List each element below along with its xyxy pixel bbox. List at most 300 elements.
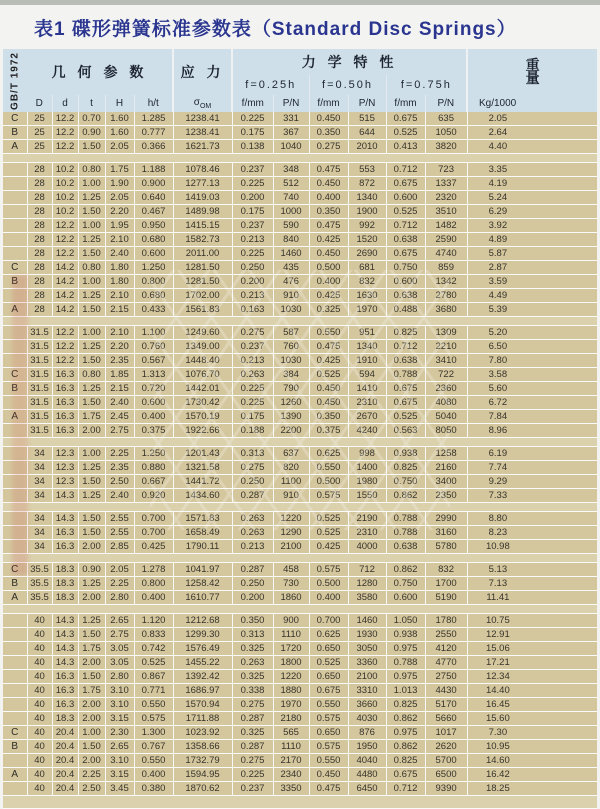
cell-P-075h: 3820 [425, 140, 467, 154]
cell-f-075h: 0.938 [386, 447, 425, 461]
col-P-050h: P/N [348, 95, 386, 112]
cell-f-025h: 0.275 [232, 461, 273, 475]
cell-sigma: 1730.42 [173, 396, 232, 410]
table-row [3, 382, 597, 396]
cell-P-025h: 512 [273, 177, 309, 191]
cell-P-050h: 4480 [348, 768, 386, 782]
cell-sigma: 1658.49 [173, 526, 232, 540]
row-series-label [3, 424, 27, 438]
cell-P-025h: 1800 [273, 656, 309, 670]
row-series-label: B [3, 740, 27, 754]
header-weight-line1: 重 [525, 57, 540, 73]
cell-kg-1000: 3.35 [467, 163, 597, 177]
row-series-label [3, 247, 27, 261]
cell-f-050h: 0.375 [309, 424, 348, 438]
cell-f-075h: 0.712 [386, 782, 425, 796]
cell-H: 2.20 [105, 340, 134, 354]
cell-f-075h: 0.488 [386, 303, 425, 317]
cell-d: 20.4 [52, 768, 78, 782]
cell-h-t: 0.567 [134, 354, 173, 368]
cell-P-075h: 723 [425, 163, 467, 177]
table-row [3, 340, 597, 354]
cell-f-025h: 0.350 [232, 614, 273, 628]
table-row [3, 247, 597, 261]
col-P-075h: P/N [425, 95, 467, 112]
cell-sigma: 1277.13 [173, 177, 232, 191]
cell-H: 2.15 [105, 382, 134, 396]
cell-kg-1000: 16.42 [467, 768, 597, 782]
cell-f-025h: 0.225 [232, 247, 273, 261]
cell-H: 3.10 [105, 698, 134, 712]
cell-h-t: 1.250 [134, 447, 173, 461]
cell-H: 2.35 [105, 354, 134, 368]
cell-f-050h: 0.350 [309, 126, 348, 140]
row-series-label [3, 489, 27, 503]
cell-f-025h: 0.263 [232, 526, 273, 540]
cell-d: 10.2 [52, 177, 78, 191]
cell-D: 25 [27, 126, 52, 140]
cell-H: 1.80 [105, 261, 134, 275]
cell-P-025h: 900 [273, 614, 309, 628]
cell-D: 34 [27, 447, 52, 461]
cell-d: 14.3 [52, 512, 78, 526]
cell-P-025h: 384 [273, 368, 309, 382]
cell-D: 28 [27, 261, 52, 275]
cell-P-050h: 1400 [348, 461, 386, 475]
cell-sigma: 1711.88 [173, 712, 232, 726]
cell-f-050h: 0.450 [309, 177, 348, 191]
col-d: d [52, 95, 78, 112]
group-separator [3, 605, 597, 614]
cell-kg-1000: 7.30 [467, 726, 597, 740]
cell-kg-1000: 10.95 [467, 740, 597, 754]
cell-P-050h: 4040 [348, 754, 386, 768]
cell-sigma: 1442.01 [173, 382, 232, 396]
table-row [3, 563, 597, 577]
cell-f-050h: 0.425 [309, 289, 348, 303]
cell-sigma: 1281.50 [173, 275, 232, 289]
group-separator [3, 438, 597, 447]
cell-h-t: 0.833 [134, 628, 173, 642]
row-series-label: C [3, 112, 27, 126]
cell-D: 40 [27, 656, 52, 670]
table-row [3, 275, 597, 289]
cell-sigma: 1790.11 [173, 540, 232, 554]
cell-sigma: 1570.94 [173, 698, 232, 712]
cell-P-050h: 1550 [348, 489, 386, 503]
cell-kg-1000: 5.87 [467, 247, 597, 261]
cell-P-075h: 1017 [425, 726, 467, 740]
row-series-label: C [3, 261, 27, 275]
cell-f-050h: 0.700 [309, 614, 348, 628]
cell-sigma: 1576.49 [173, 642, 232, 656]
cell-P-075h: 2750 [425, 670, 467, 684]
cell-f-075h: 0.975 [386, 726, 425, 740]
cell-f-075h: 0.862 [386, 740, 425, 754]
cell-sigma: 1281.50 [173, 261, 232, 275]
cell-kg-1000: 4.49 [467, 289, 597, 303]
cell-P-050h: 1340 [348, 191, 386, 205]
cell-d: 20.4 [52, 754, 78, 768]
cell-h-t: 0.680 [134, 233, 173, 247]
cell-P-075h: 9390 [425, 782, 467, 796]
cell-t: 0.80 [78, 261, 105, 275]
cell-P-075h: 5700 [425, 754, 467, 768]
cell-d: 16.3 [52, 526, 78, 540]
cell-t: 1.25 [78, 382, 105, 396]
table-row [3, 424, 597, 438]
cell-f-075h: 0.675 [386, 177, 425, 191]
cell-P-025h: 1880 [273, 684, 309, 698]
row-series-label: A [3, 140, 27, 154]
cell-h-t: 1.313 [134, 368, 173, 382]
cell-P-050h: 712 [348, 563, 386, 577]
cell-D: 28 [27, 303, 52, 317]
cell-sigma: 1419.03 [173, 191, 232, 205]
group-separator [3, 554, 597, 563]
cell-P-050h: 644 [348, 126, 386, 140]
cell-d: 18.3 [52, 591, 78, 605]
cell-h-t: 0.525 [134, 656, 173, 670]
cell-kg-1000: 7.74 [467, 461, 597, 475]
cell-h-t: 1.278 [134, 563, 173, 577]
cell-H: 1.75 [105, 163, 134, 177]
table-row [3, 684, 597, 698]
cell-d: 18.3 [52, 563, 78, 577]
cell-f-075h: 0.525 [386, 126, 425, 140]
row-series-label [3, 628, 27, 642]
cell-f-025h: 0.225 [232, 382, 273, 396]
cell-sigma: 1448.40 [173, 354, 232, 368]
cell-d: 16.3 [52, 670, 78, 684]
row-series-label: C [3, 726, 27, 740]
cell-P-050h: 1280 [348, 577, 386, 591]
cell-D: 40 [27, 628, 52, 642]
cell-f-050h: 0.575 [309, 489, 348, 503]
cell-P-025h: 730 [273, 577, 309, 591]
cell-f-025h: 0.263 [232, 368, 273, 382]
cell-kg-1000: 15.06 [467, 642, 597, 656]
cell-P-025h: 367 [273, 126, 309, 140]
cell-f-075h: 0.862 [386, 563, 425, 577]
cell-f-075h: 0.525 [386, 205, 425, 219]
cell-h-t: 0.800 [134, 577, 173, 591]
row-series-label [3, 526, 27, 540]
cell-kg-1000: 6.72 [467, 396, 597, 410]
cell-P-075h: 1050 [425, 126, 467, 140]
cell-t: 0.90 [78, 563, 105, 577]
cell-sigma: 1238.41 [173, 112, 232, 126]
cell-P-025h: 348 [273, 163, 309, 177]
cell-P-050h: 1900 [348, 205, 386, 219]
cell-t: 1.25 [78, 340, 105, 354]
cell-f-075h: 0.675 [386, 382, 425, 396]
cell-D: 28 [27, 177, 52, 191]
cell-P-050h: 515 [348, 112, 386, 126]
cell-kg-1000: 7.13 [467, 577, 597, 591]
row-series-label: C [3, 563, 27, 577]
row-series-label [3, 512, 27, 526]
cell-f-075h: 0.712 [386, 219, 425, 233]
cell-P-025h: 331 [273, 112, 309, 126]
cell-kg-1000: 16.45 [467, 698, 597, 712]
cell-H: 2.80 [105, 670, 134, 684]
cell-P-025h: 637 [273, 447, 309, 461]
cell-H: 2.10 [105, 326, 134, 340]
cell-f-075h: 0.825 [386, 326, 425, 340]
header-weight [467, 49, 597, 95]
cell-H: 2.75 [105, 424, 134, 438]
cell-H: 1.90 [105, 177, 134, 191]
cell-f-050h: 0.575 [309, 740, 348, 754]
cell-f-050h: 0.475 [309, 340, 348, 354]
cell-H: 2.55 [105, 526, 134, 540]
col-f-050h: f/mm [309, 95, 348, 112]
table-row [3, 726, 597, 740]
cell-d: 14.2 [52, 289, 78, 303]
cell-h-t: 0.380 [134, 782, 173, 796]
table-row [3, 233, 597, 247]
cell-t: 1.25 [78, 233, 105, 247]
cell-t: 0.70 [78, 112, 105, 126]
cell-h-t: 0.767 [134, 740, 173, 754]
cell-P-075h: 2550 [425, 628, 467, 642]
table-row [3, 177, 597, 191]
cell-D: 28 [27, 247, 52, 261]
cell-h-t: 0.680 [134, 289, 173, 303]
row-series-label [3, 684, 27, 698]
cell-f-025h: 0.175 [232, 410, 273, 424]
cell-f-025h: 0.200 [232, 191, 273, 205]
cell-t: 1.50 [78, 354, 105, 368]
cell-D: 31.5 [27, 396, 52, 410]
table-row [3, 140, 597, 154]
table-row [3, 475, 597, 489]
cell-f-050h: 0.450 [309, 247, 348, 261]
row-series-label [3, 326, 27, 340]
table-row [3, 410, 597, 424]
row-series-label [3, 289, 27, 303]
cell-f-050h: 0.675 [309, 684, 348, 698]
table-row [3, 396, 597, 410]
cell-h-t: 0.400 [134, 410, 173, 424]
cell-P-075h: 3510 [425, 205, 467, 219]
cell-f-050h: 0.575 [309, 712, 348, 726]
header-mechanical: 力 学 特 性 [232, 49, 467, 75]
cell-P-050h: 1970 [348, 303, 386, 317]
cell-f-075h: 0.638 [386, 354, 425, 368]
cell-kg-1000: 5.24 [467, 191, 597, 205]
cell-sigma: 1571.83 [173, 512, 232, 526]
cell-f-050h: 0.400 [309, 191, 348, 205]
cell-P-075h: 2990 [425, 512, 467, 526]
cell-f-025h: 0.175 [232, 126, 273, 140]
cell-D: 31.5 [27, 354, 52, 368]
cell-P-050h: 6450 [348, 782, 386, 796]
cell-f-025h: 0.225 [232, 177, 273, 191]
cell-d: 16.3 [52, 684, 78, 698]
cell-t: 1.00 [78, 326, 105, 340]
cell-d: 14.3 [52, 489, 78, 503]
table-row [3, 740, 597, 754]
cell-H: 1.95 [105, 219, 134, 233]
cell-P-075h: 2620 [425, 740, 467, 754]
cell-f-075h: 0.862 [386, 712, 425, 726]
row-series-label [3, 191, 27, 205]
row-series-label [3, 447, 27, 461]
row-series-label [3, 205, 27, 219]
cell-kg-1000: 7.84 [467, 410, 597, 424]
cell-d: 12.2 [52, 219, 78, 233]
cell-f-025h: 0.175 [232, 205, 273, 219]
cell-P-025h: 1290 [273, 526, 309, 540]
row-series-label: A [3, 591, 27, 605]
cell-d: 18.3 [52, 712, 78, 726]
cell-H: 2.05 [105, 191, 134, 205]
row-series-label: A [3, 768, 27, 782]
cell-P-025h: 3350 [273, 782, 309, 796]
cell-h-t: 1.100 [134, 326, 173, 340]
cell-f-025h: 0.200 [232, 275, 273, 289]
col-h-t: h/t [134, 95, 173, 112]
cell-f-075h: 0.638 [386, 540, 425, 554]
group-separator [3, 796, 597, 809]
cell-sigma: 1489.98 [173, 205, 232, 219]
cell-H: 2.65 [105, 614, 134, 628]
cell-sigma: 1349.00 [173, 340, 232, 354]
cell-P-075h: 832 [425, 563, 467, 577]
cell-P-050h: 3660 [348, 698, 386, 712]
cell-d: 16.3 [52, 368, 78, 382]
cell-sigma: 1076.70 [173, 368, 232, 382]
disc-spring-table [3, 49, 597, 809]
cell-f-025h: 0.325 [232, 642, 273, 656]
cell-H: 1.60 [105, 112, 134, 126]
cell-f-025h: 0.213 [232, 354, 273, 368]
col-sigma [173, 95, 232, 112]
table-row [3, 656, 597, 670]
cell-H: 1.85 [105, 368, 134, 382]
cell-H: 3.05 [105, 642, 134, 656]
cell-sigma: 1621.73 [173, 140, 232, 154]
cell-P-075h: 3680 [425, 303, 467, 317]
cell-f-025h: 0.213 [232, 233, 273, 247]
row-series-label [3, 219, 27, 233]
cell-D: 40 [27, 726, 52, 740]
cell-P-050h: 1410 [348, 382, 386, 396]
cell-t: 2.00 [78, 754, 105, 768]
cell-D: 35.5 [27, 577, 52, 591]
cell-kg-1000: 9.29 [467, 475, 597, 489]
cell-P-050h: 3360 [348, 656, 386, 670]
cell-P-050h: 3310 [348, 684, 386, 698]
cell-H: 2.05 [105, 140, 134, 154]
cell-f-050h: 0.650 [309, 726, 348, 740]
cell-kg-1000: 12.91 [467, 628, 597, 642]
row-series-label [3, 340, 27, 354]
cell-H: 2.35 [105, 461, 134, 475]
row-series-label: B [3, 577, 27, 591]
cell-t: 2.00 [78, 591, 105, 605]
cell-f-050h: 0.425 [309, 540, 348, 554]
cell-P-050h: 992 [348, 219, 386, 233]
cell-f-075h: 0.975 [386, 670, 425, 684]
cell-d: 18.3 [52, 577, 78, 591]
cell-sigma: 1610.77 [173, 591, 232, 605]
cell-H: 2.50 [105, 475, 134, 489]
cell-P-025h: 2170 [273, 754, 309, 768]
table-row [3, 447, 597, 461]
cell-kg-1000: 5.13 [467, 563, 597, 577]
row-series-label [3, 782, 27, 796]
cell-H: 3.15 [105, 712, 134, 726]
cell-P-025h: 2100 [273, 540, 309, 554]
cell-H: 3.45 [105, 782, 134, 796]
cell-d: 20.4 [52, 782, 78, 796]
row-series-label [3, 163, 27, 177]
cell-sigma: 1686.97 [173, 684, 232, 698]
cell-P-025h: 740 [273, 191, 309, 205]
cell-d: 12.2 [52, 326, 78, 340]
cell-H: 2.65 [105, 740, 134, 754]
cell-f-075h: 0.750 [386, 475, 425, 489]
cell-f-050h: 0.650 [309, 670, 348, 684]
cell-H: 3.10 [105, 684, 134, 698]
cell-h-t: 0.425 [134, 540, 173, 554]
cell-d: 12.2 [52, 233, 78, 247]
cell-d: 12.2 [52, 112, 78, 126]
cell-D: 35.5 [27, 563, 52, 577]
cell-f-050h: 0.475 [309, 163, 348, 177]
table-row [3, 219, 597, 233]
row-series-label: A [3, 303, 27, 317]
cell-f-025h: 0.237 [232, 219, 273, 233]
cell-f-025h: 0.325 [232, 726, 273, 740]
cell-sigma: 1392.42 [173, 670, 232, 684]
table-row [3, 163, 597, 177]
cell-P-025h: 1860 [273, 591, 309, 605]
cell-P-050h: 2690 [348, 247, 386, 261]
row-series-label [3, 233, 27, 247]
cell-f-025h: 0.213 [232, 289, 273, 303]
table-row [3, 712, 597, 726]
cell-P-050h: 4000 [348, 540, 386, 554]
cell-P-050h: 681 [348, 261, 386, 275]
cell-P-050h: 1980 [348, 475, 386, 489]
cell-D: 40 [27, 712, 52, 726]
row-series-label [3, 177, 27, 191]
table-row [3, 512, 597, 526]
cell-P-025h: 1100 [273, 475, 309, 489]
cell-t: 1.00 [78, 177, 105, 191]
cell-t: 1.00 [78, 275, 105, 289]
cell-h-t: 0.800 [134, 275, 173, 289]
cell-P-075h: 6500 [425, 768, 467, 782]
cell-H: 2.25 [105, 577, 134, 591]
cell-P-075h: 2160 [425, 461, 467, 475]
cell-f-075h: 0.825 [386, 754, 425, 768]
cell-H: 2.75 [105, 628, 134, 642]
col-H: H [105, 95, 134, 112]
cell-f-050h: 0.500 [309, 261, 348, 275]
cell-sigma: 1594.95 [173, 768, 232, 782]
cell-P-025h: 587 [273, 326, 309, 340]
cell-P-075h: 3400 [425, 475, 467, 489]
cell-t: 1.50 [78, 512, 105, 526]
cell-kg-1000: 10.98 [467, 540, 597, 554]
table-row [3, 577, 597, 591]
cell-f-050h: 0.525 [309, 512, 348, 526]
